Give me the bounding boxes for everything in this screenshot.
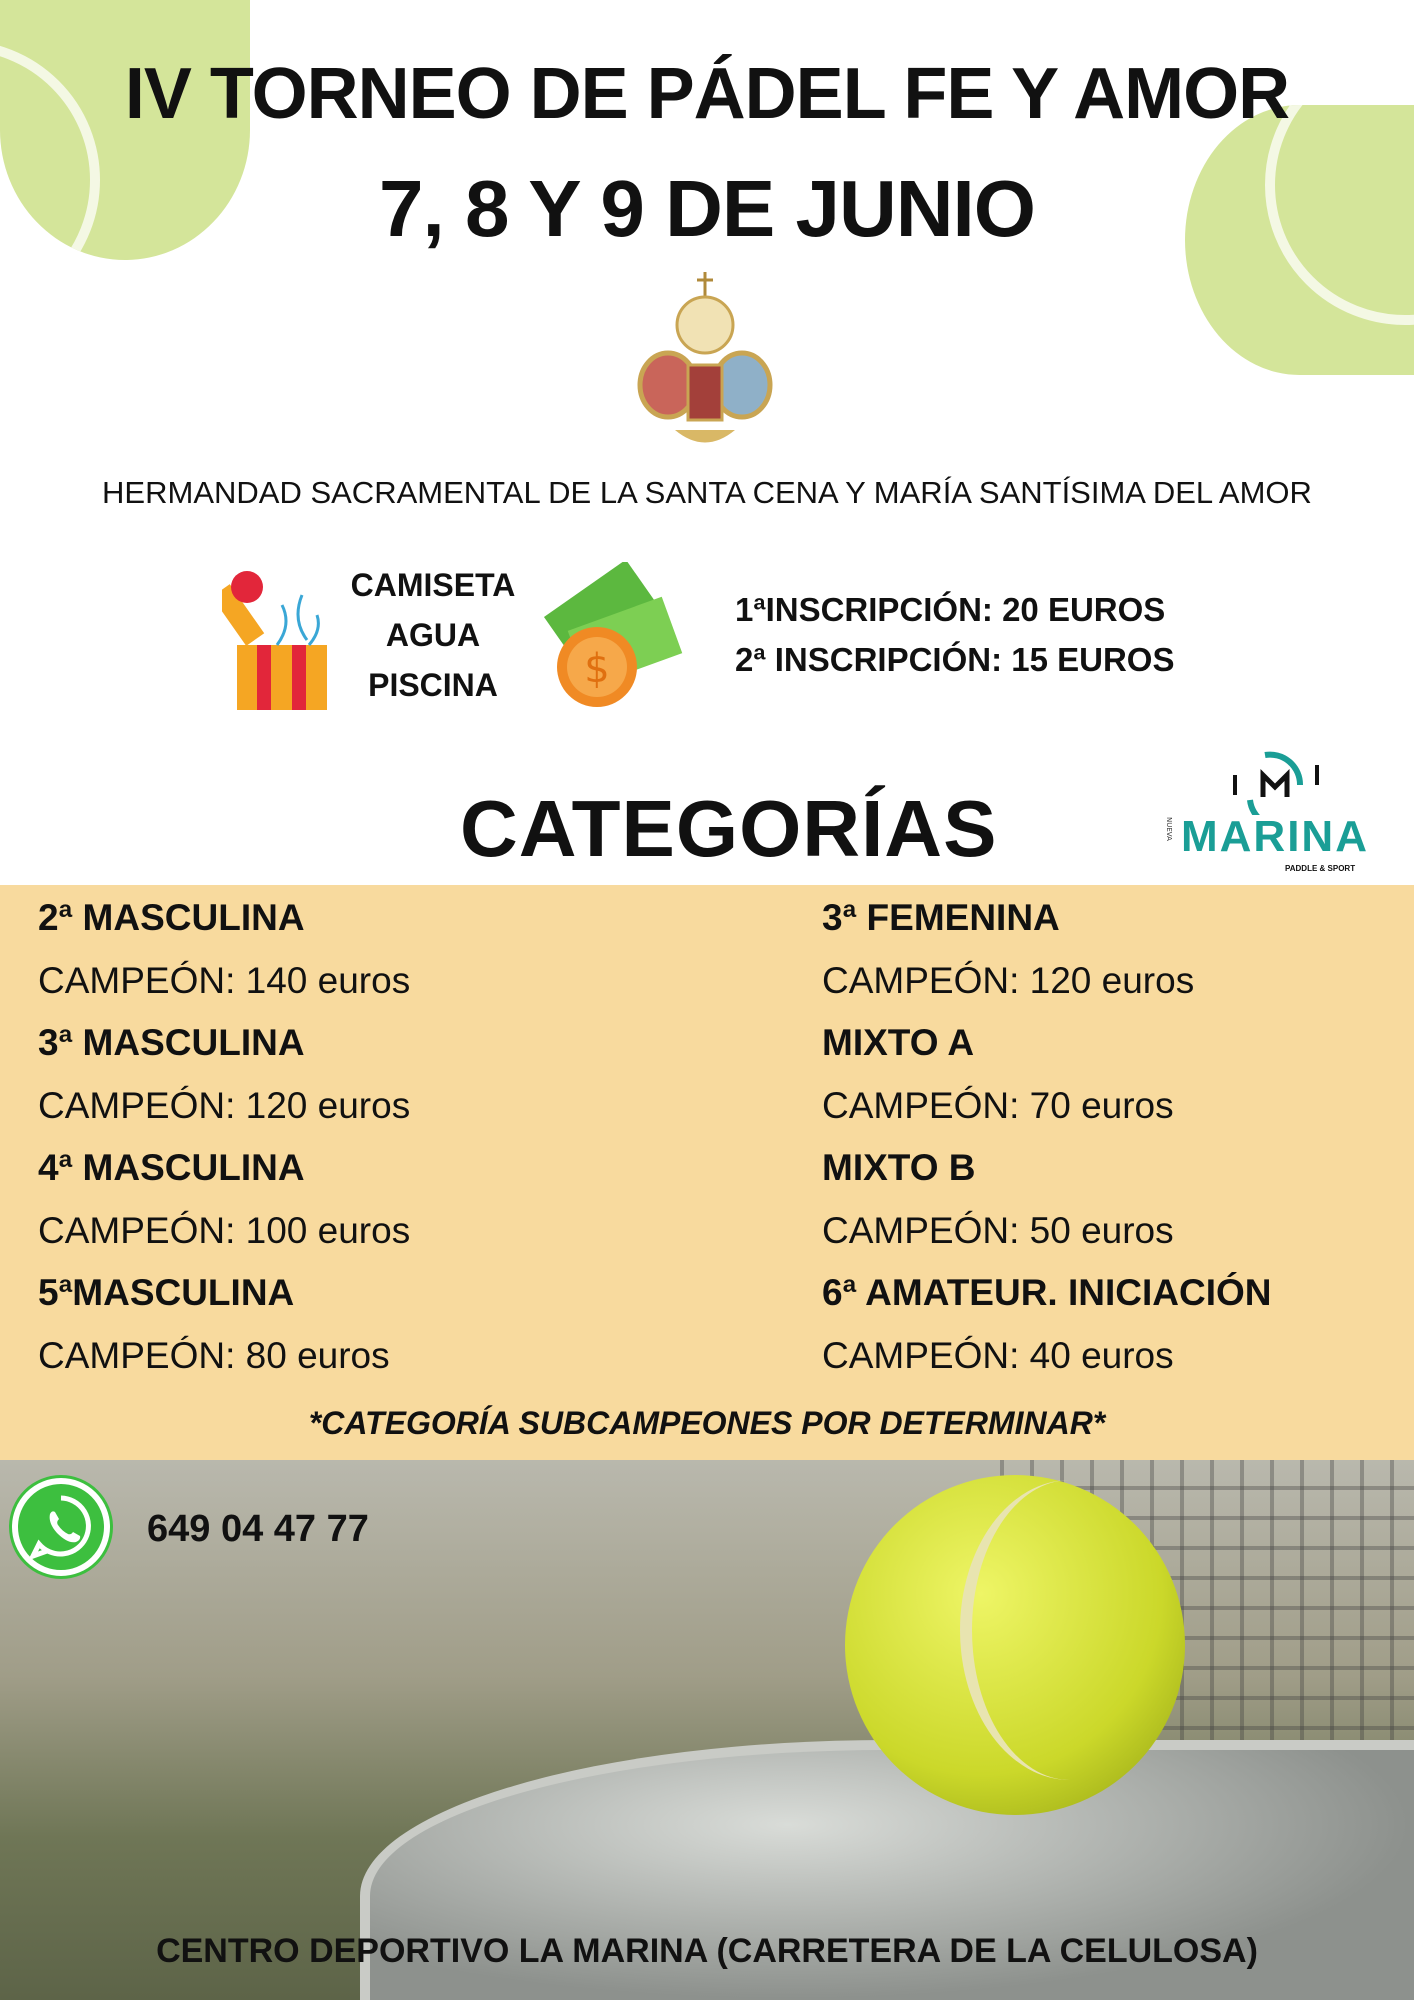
category-name: 6ª AMATEUR. INICIACIÓN [822,1272,1272,1313]
marina-emblem-icon [1165,745,1395,815]
category-prize: CAMPEÓN: 120 euros [822,959,1195,1001]
category-name: 5ªMASCULINA [38,1272,295,1313]
categories-left [38,887,410,1387]
gift-item: CAMISETA [350,567,516,603]
category-prize: CAMPEÓN: 80 euros [38,1334,390,1376]
logo-subtitle: PADDLE & SPORT [1285,864,1356,873]
phone-number[interactable]: 649 04 47 77 [147,1508,369,1550]
category-prize: CAMPEÓN: 100 euros [38,1209,411,1251]
gifts-list [338,560,528,710]
categories-heading: CATEGORÍAS [460,784,998,873]
logo-prefix: NUEVA [1165,817,1173,841]
category-name: 3ª MASCULINA [38,1022,305,1063]
categories-right [822,887,1271,1387]
category-name: 2ª MASCULINA [38,897,305,938]
category-prize: CAMPEÓN: 140 euros [38,959,411,1001]
svg-text:$: $ [584,646,610,692]
runner-up-note: *CATEGORÍA SUBCAMPEONES POR DETERMINAR* [308,1405,1106,1441]
category-prize: CAMPEÓN: 40 euros [822,1334,1174,1376]
logo-text: MARINA [1181,812,1369,861]
registration-fee: 2ª INSCRIPCIÓN: 15 EUROS [735,641,1175,678]
nueva-marina-logo [1165,745,1395,880]
category-name: 4ª MASCULINA [38,1147,305,1188]
category-prize: CAMPEÓN: 50 euros [822,1209,1174,1251]
dates: 7, 8 Y 9 DE JUNIO [379,164,1035,253]
venue: CENTRO DEPORTIVO LA MARINA (CARRETERA DE LA CELULOSA) [156,1932,1258,1970]
category-name: 3ª FEMENINA [822,897,1060,938]
brotherhood-crest-logo [630,270,780,455]
gift-item: PISCINA [368,667,498,703]
category-name: MIXTO A [822,1022,975,1063]
title: IV TORNEO DE PÁDEL FE Y AMOR [124,54,1290,134]
category-prize: CAMPEÓN: 70 euros [822,1084,1174,1126]
ball-seam [960,1480,1180,1780]
organizer-name: HERMANDAD SACRAMENTAL DE LA SANTA CENA Y MARÍA SANTÍSIMA DEL AMOR [102,475,1312,510]
category-prize: CAMPEÓN: 120 euros [38,1084,411,1126]
registration-fees [735,585,1174,685]
gift-box-icon [222,565,342,715]
money-icon [535,562,695,712]
gift-item: AGUA [385,617,481,653]
whatsapp-icon [12,1478,110,1576]
registration-fee: 1ªINSCRIPCIÓN: 20 EUROS [735,591,1166,628]
category-name: MIXTO B [822,1147,976,1188]
